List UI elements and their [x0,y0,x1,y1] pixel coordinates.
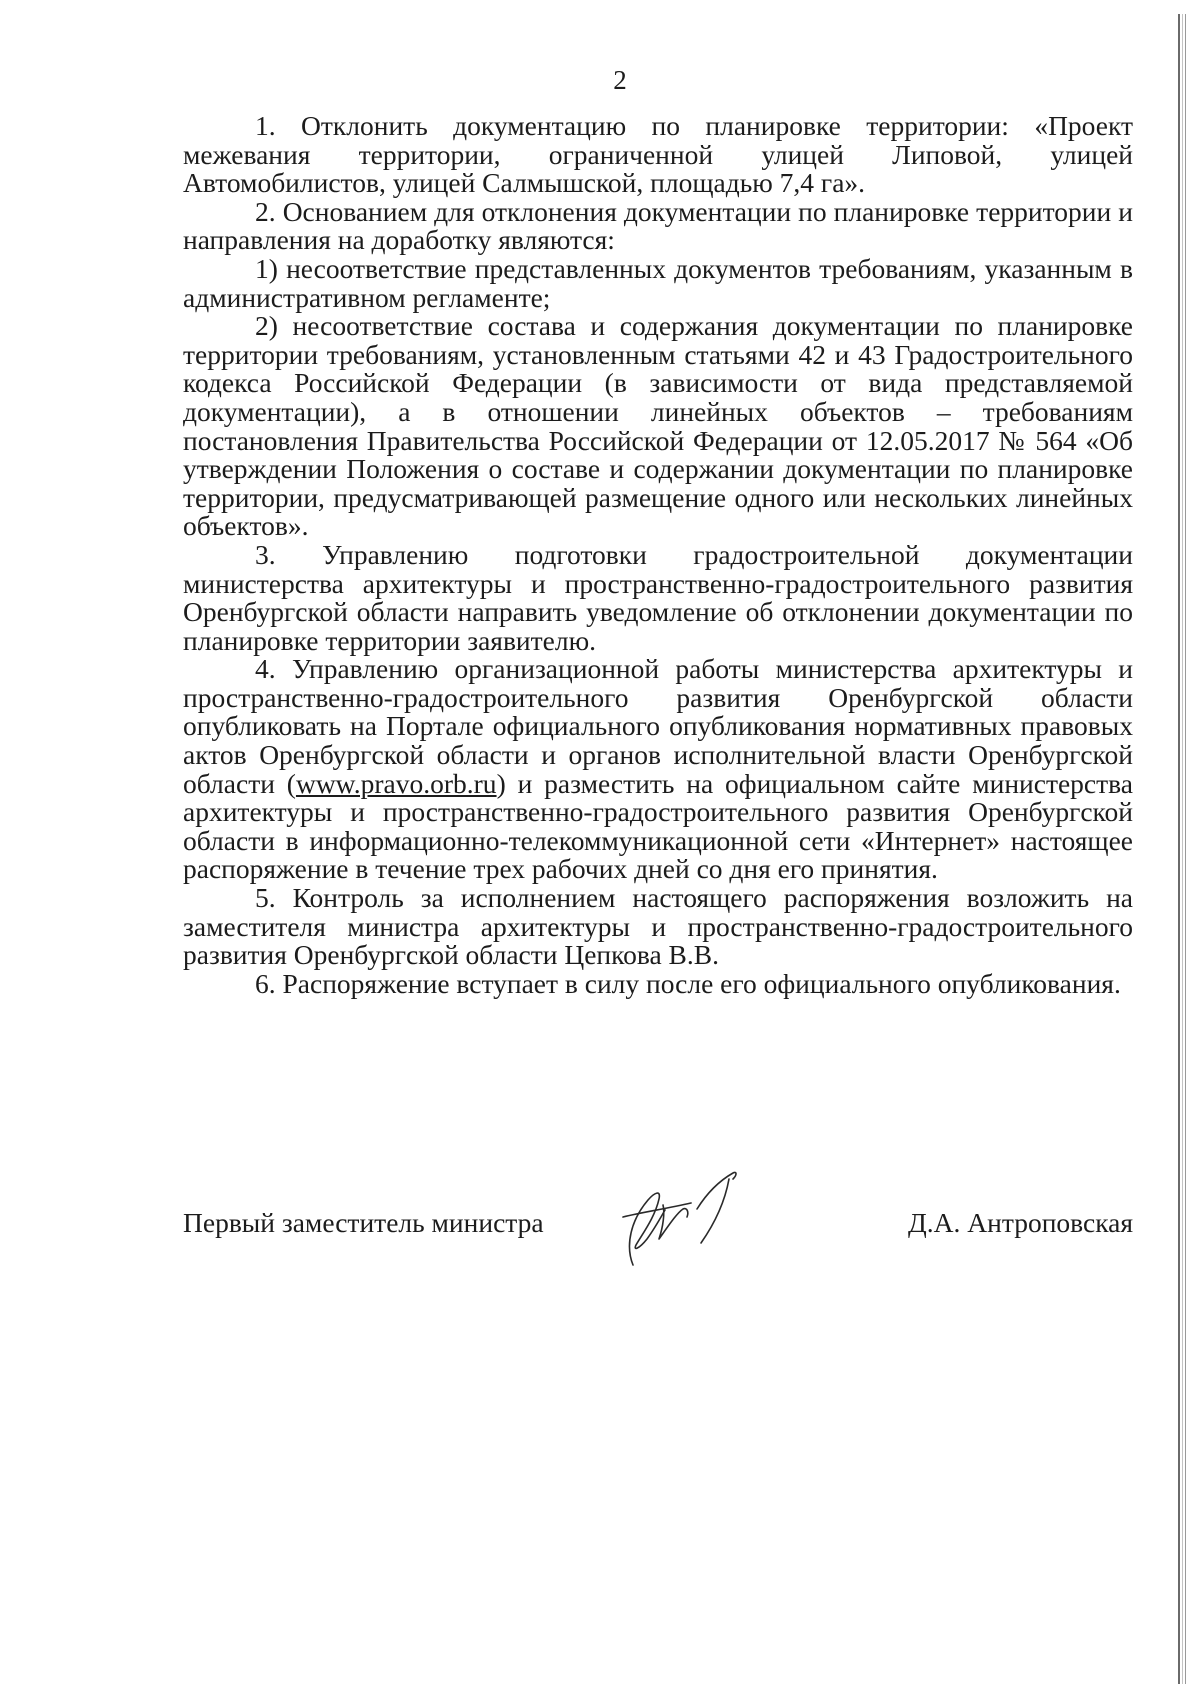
page-number: 2 [613,65,627,95]
paragraph-4-text-start: 4. Управлению организационной работы министерства архитектуры и пространственно-градостроительного развития Оренбургской области опубликовать на Портале официального опубликования нормативных правовых актов Оренбургской области и органов исполнительной власти Оренбургской области ( [183,653,1133,799]
paragraph-6-effective: 6. Распоряжение вступает в силу после его официального опубликования. [255,967,1121,999]
pravo-portal-link[interactable]: www.pravo.orb.ru [295,767,497,799]
document-body [183,112,1133,998]
paragraph-4-text-end: ) и разместить на официальном сайте министерства архитектуры и пространственно-градостроительного развития Оренбургской области в информационно-телекоммуникационной сети «Интернет» настоящее распоряжение в течение трех рабочих дней со дня его принятия. [183,767,1133,885]
paragraph-2-grounds: 2. Основанием для отклонения документации по планировке территории и направления на доработку являются: [183,195,1133,256]
paragraph-4-publication [183,655,1133,884]
paragraph-5-control: 5. Контроль за исполнением настоящего распоряжения возложить на заместителя министра архитектуры и пространственно-градостроительного развития Оренбургской области Цепкова В.В. [183,882,1133,971]
signature-block [183,1185,1133,1285]
paragraph-3-notification: 3. Управлению подготовки градостроительной документации министерства архитектуры и пространственно-градостроительного развития Оренбургской области направить уведомление об отклонении документации по планировке территории заявителю. [183,538,1133,656]
paragraph-2-subitem-1: 1) несоответствие представленных документов требованиям, указанным в административном регламенте; [183,252,1133,313]
signatory-name: Д.А. Антроповская [908,1207,1133,1238]
scan-border-edge [1178,14,1186,1684]
handwritten-signature [603,1165,763,1275]
paragraph-2-subitem-2: 2) несоответствие состава и содержания документации по планировке территории требованиям, установленным статьями 42 и 43 Градостроительного кодекса Российской Федерации (в зависимости от вида представляемой документации), а в отношении линейных объектов – требованиям постановления Правительства Российской Федерации от 12.05.2017 № 564 «Об утверждении Положения о составе и содержании документации по планировке территории, предусматривающей размещение одного или нескольких линейных объектов». [183,310,1133,542]
signatory-title: Первый заместитель министра [183,1207,544,1238]
paragraph-1-reject-documentation: 1. Отклонить документацию по планировке территории: «Проект межевания территории, ограниченной улицей Липовой, улицей Автомобилистов, улицей Салмышской, площадью 7,4 га». [183,110,1133,199]
